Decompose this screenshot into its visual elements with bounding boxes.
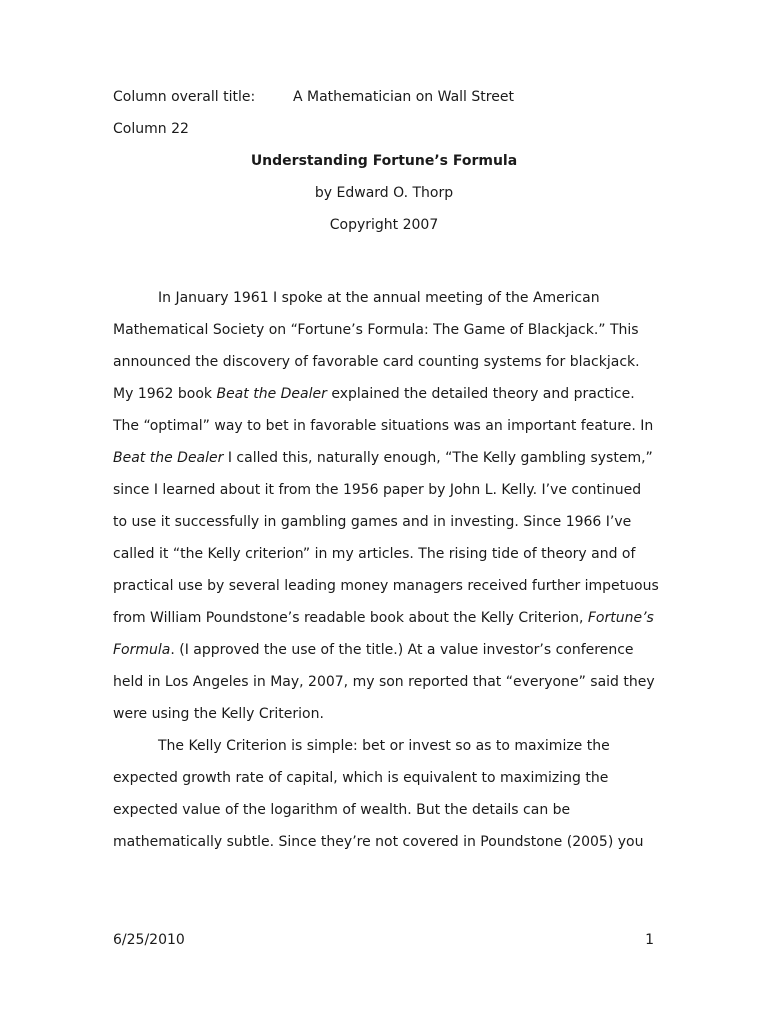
body-line (113, 609, 658, 627)
body-line (113, 449, 658, 467)
body-text-span: . (I approved the use of the title.) At a value investor’s conference (170, 642, 634, 658)
body-line (113, 385, 658, 403)
body-text-span: from William Poundstone’s readable book about the Kelly Criterion, (113, 610, 588, 626)
column-title-value: A Mathematician on Wall Street (293, 89, 514, 105)
body-line (113, 801, 658, 819)
copyright: Copyright 2007 (329, 217, 439, 233)
book-title-beat-the-dealer: Beat the Dealer (216, 386, 327, 402)
body-line (113, 673, 658, 691)
body-text-span: practical use by several leading money managers received further impetuous (113, 578, 659, 594)
body-line (113, 481, 658, 499)
body-text-span: In January 1961 I spoke at the annual meeting of the American (158, 290, 600, 306)
body-line (113, 545, 658, 563)
book-title-fortunes-formula: Formula (113, 642, 171, 658)
page-number: 1 (645, 932, 654, 948)
body-text-span: were using the Kelly Criterion. (113, 706, 324, 722)
body-line (113, 513, 658, 531)
body-text-span: to use it successfully in gambling games and in investing. Since 1966 I’ve (113, 514, 632, 530)
book-title-beat-the-dealer: Beat the Dealer (113, 450, 224, 466)
body-text-span: since I learned about it from the 1956 paper by John L. Kelly. I’ve continued (113, 482, 642, 498)
body-line (113, 577, 658, 595)
body-line (158, 289, 658, 307)
body-text-span: expected value of the logarithm of wealth. But the details can be (113, 802, 571, 818)
body-line (158, 737, 658, 755)
body-line (113, 769, 658, 787)
column-title-label: Column overall title: (113, 89, 256, 105)
body-text-span: Mathematical Society on “Fortune’s Formula: The Game of Blackjack.” This (113, 322, 639, 338)
body-line (113, 417, 658, 435)
body-text-span: The “optimal” way to bet in favorable situations was an important feature. In (113, 418, 654, 434)
byline: by Edward O. Thorp (314, 185, 454, 201)
column-number: Column 22 (113, 121, 189, 137)
body-line (113, 705, 658, 723)
body-text-span: announced the discovery of favorable card counting systems for blackjack. (113, 354, 640, 370)
book-title-fortunes-formula: Fortune’s (587, 610, 654, 626)
body-text-span: called it “the Kelly criterion” in my articles. The rising tide of theory and of (113, 546, 636, 562)
body-text-span: I called this, naturally enough, “The Kelly gambling system,” (223, 450, 653, 466)
body-text-span: expected growth rate of capital, which is equivalent to maximizing the (113, 770, 609, 786)
footer-date: 6/25/2010 (113, 932, 185, 948)
body-line (113, 833, 658, 851)
body-text-span: explained the detailed theory and practice. (326, 386, 635, 402)
body-text-span: held in Los Angeles in May, 2007, my son reported that “everyone” said they (113, 674, 655, 690)
body-text-span: The Kelly Criterion is simple: bet or invest so as to maximize the (158, 738, 610, 754)
body-text-span: My 1962 book (113, 386, 217, 402)
body-line (113, 641, 658, 659)
body-line (113, 321, 658, 339)
body-text-span: mathematically subtle. Since they’re not covered in Poundstone (2005) you (113, 834, 644, 850)
article-title: Understanding Fortune’s Formula (250, 153, 518, 169)
body-line (113, 353, 658, 371)
